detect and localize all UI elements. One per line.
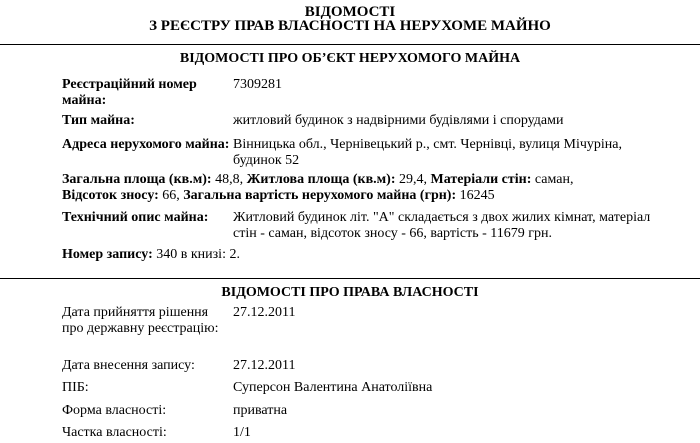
wear-label: Відсоток зносу: [62, 188, 159, 203]
object-section-title: ВІДОМОСТІ ПРО ОБ’ЄКТ НЕРУХОМОГО МАЙНА [0, 44, 700, 67]
ownership-share-value: 1/1 [233, 425, 251, 440]
wear-value: 66, [162, 188, 180, 203]
total-area-value: 48,8, [215, 172, 244, 187]
record-number-label: Номер запису: [62, 247, 153, 262]
document-subtitle: З РЕЄСТРУ ПРАВ ВЛАСНОСТІ НА НЕРУХОМЕ МАЙНО [149, 18, 551, 34]
tech-description-value: Житловий будинок літ. "А" складається з двох жилих кімнат, матеріал стін - саман, відсоток зносу - 66, вартість - 11679 грн. [233, 210, 651, 241]
record-number-value: 340 в книзі: 2. [156, 247, 240, 262]
tech-description-label: Технічний опис майна: [62, 210, 209, 225]
record-line [62, 247, 692, 263]
ownership-share-label: Частка власності: [62, 425, 167, 440]
owner-name-label: ПІБ: [62, 380, 89, 395]
address-value: Вінницька обл., Чернівецький р., смт. Чернівці, вулиця Мічуріна, будинок 52 [233, 137, 622, 168]
ownership-form-value: приватна [233, 403, 288, 418]
total-area-label: Загальна площа (кв.м): [62, 172, 212, 187]
wear-value-line [62, 188, 692, 204]
reg-number-label: Реєстраційний номер майна: [62, 77, 197, 108]
entry-date-value: 27.12.2011 [233, 358, 296, 373]
decision-date-value: 27.12.2011 [233, 305, 296, 320]
entry-date-label: Дата внесення запису: [62, 358, 195, 373]
living-area-label: Житлова площа (кв.м): [246, 172, 396, 187]
decision-date-label: Дата прийняття рішення про державну реєстрацію: [62, 305, 219, 336]
total-value-label: Загальна вартість нерухомого майна (грн): [183, 188, 457, 203]
ownership-form-label: Форма власності: [62, 403, 167, 418]
owner-name-value: Суперсон Валентина Анатоліївна [233, 380, 433, 395]
materials-value: саман, [534, 172, 574, 187]
rights-section-title: ВІДОМОСТІ ПРО ПРАВА ВЛАСНОСТІ [0, 278, 700, 301]
living-area-value: 29,4, [399, 172, 427, 187]
document-title: ВІДОМОСТІ [304, 4, 396, 20]
materials-label: Матеріали стін: [430, 172, 532, 187]
total-value: 16245 [459, 188, 495, 203]
property-type-label: Тип майна: [62, 113, 135, 128]
property-type-value: житловий будинок з надвірними будівлями і спорудами [233, 113, 564, 128]
area-materials-line [62, 172, 692, 188]
address-label: Адреса нерухомого майна: [62, 137, 230, 152]
reg-number-value: 7309281 [233, 77, 282, 92]
